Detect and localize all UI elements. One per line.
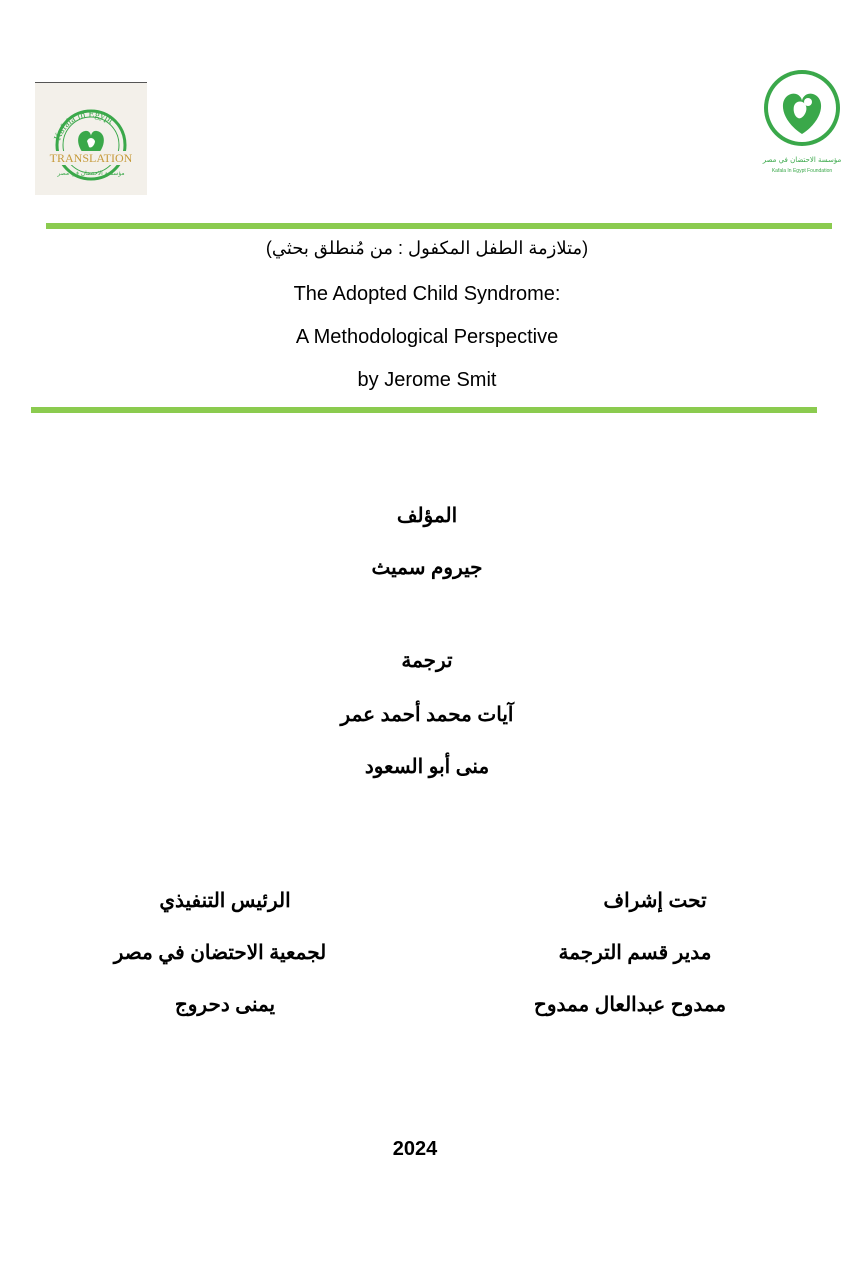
english-title-line1-text: The Adopted Child Syndrome: — [293, 283, 561, 305]
logo-banner-text: TRANSLATION — [49, 151, 133, 165]
english-title-line1 — [0, 283, 854, 306]
top-divider — [46, 223, 832, 229]
arabic-title: (متلازمة الطفل المكفول : من مُنطلق بحثي) — [265, 238, 589, 258]
logo-org-name-ar: مؤسسة الاحتضان في مصر — [762, 156, 842, 164]
kafala-translation-logo-graphic — [35, 83, 147, 195]
supervision-heading: تحت إشراف — [603, 890, 707, 912]
publication-year: 2024 — [392, 1138, 438, 1160]
translator-2: منى أبو السعود — [364, 756, 490, 778]
ceo-name: يمنى دحروج — [174, 994, 276, 1016]
kafala-foundation-logo — [758, 68, 846, 176]
english-title-line2: A Methodological Perspective — [295, 326, 559, 348]
logo-org-name-en: Kafala In Egypt Foundation — [771, 168, 833, 174]
translation-dept-director-title: مدير قسم الترجمة — [558, 942, 712, 964]
english-author-line: by Jerome Smit — [357, 369, 497, 391]
translation-dept-director-name: ممدوح عبدالعال ممدوح — [533, 994, 727, 1016]
translator-1: آيات محمد أحمد عمر — [340, 704, 514, 726]
author-heading: المؤلف — [396, 505, 458, 527]
ceo-organization: لجمعية الاحتضان في مصر — [113, 942, 327, 964]
author-name: جيروم سميث — [371, 557, 483, 579]
bottom-divider — [31, 407, 817, 413]
translation-heading: ترجمة — [401, 650, 453, 672]
logo-arc-text: Kafala in Egypt — [52, 108, 116, 143]
logo-footer-text: مؤسسة الاحتضان في مصر — [57, 170, 125, 177]
ceo-heading: الرئيس التنفيذي — [159, 890, 291, 912]
kafala-foundation-logo-graphic — [758, 68, 846, 176]
kafala-translation-logo — [35, 82, 147, 195]
